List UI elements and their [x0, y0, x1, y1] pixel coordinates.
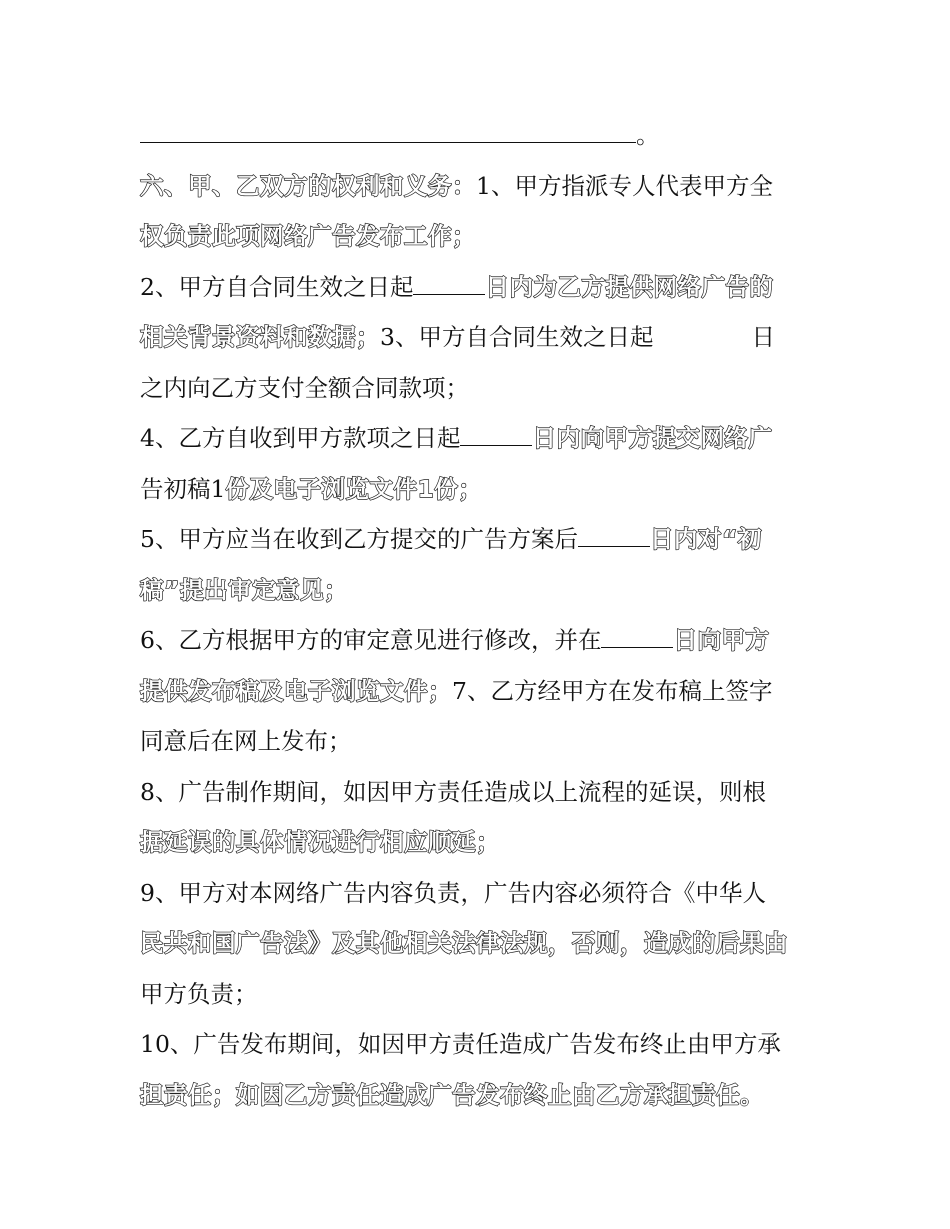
text-line-10 — [140, 565, 812, 616]
text-segment: 日内向甲方提交网络广 — [532, 424, 773, 452]
text-line-17 — [140, 918, 812, 969]
text-segment: 4、乙方自收到甲方款项之日起 — [140, 424, 461, 452]
text-segment: 份及电子浏览文件1份； — [225, 474, 483, 503]
text-segment: 权负责此项网络广告发布工作； — [140, 222, 476, 250]
text-segment: 日内对“初 — [649, 525, 762, 553]
clause-6 — [140, 615, 812, 666]
text-segment: 之内向乙方支付全额合同款项； — [140, 373, 469, 402]
text-segment: 日内为乙方提供网络广告的 — [485, 272, 774, 301]
text-segment: 1、甲方指派专人代表甲方全 — [476, 171, 773, 200]
section-heading-rights — [140, 161, 812, 212]
text-line-6 — [140, 363, 812, 414]
text-segment: 据延误的具体情况进行相应顺延； — [140, 828, 500, 856]
clause-4 — [140, 413, 812, 464]
fill-in-blank — [413, 274, 485, 295]
clause-3 — [140, 312, 812, 363]
clause-7 — [140, 666, 812, 717]
clause-10 — [140, 1019, 812, 1070]
text-segment: 民共和国广告法》及其他相关法律法规，否则，造成的后果由 — [140, 929, 788, 957]
fill-in-blank — [460, 425, 532, 446]
text-line-8 — [140, 464, 812, 515]
text-segment: 同意后在网上发布； — [140, 727, 352, 755]
text-line-13 — [140, 716, 812, 767]
text-segment: 相关背景资料和数据； — [140, 323, 380, 351]
clause-8 — [140, 767, 812, 818]
text-line-3 — [140, 211, 812, 262]
text-segment: 提供发布稿及电子浏览文件； — [140, 676, 452, 705]
text-segment: 3、甲方自合同生效之日起 — [380, 323, 654, 351]
text-segment: 甲方负责； — [140, 979, 258, 1008]
text-segment: 担责任；如因乙方责任造成广告发布终止由乙方承担责任。 — [140, 1080, 764, 1109]
document-body — [140, 110, 812, 1120]
fill-in-blank — [140, 122, 636, 143]
text-segment: 。 — [636, 121, 660, 149]
text-segment: 8、广告制作期间，如因甲方责任造成以上流程的延误，则根 — [140, 777, 766, 806]
text-segment: 六、甲、乙双方的权利和义务： — [140, 171, 476, 200]
text-segment: 日 — [751, 323, 775, 351]
text-line-18 — [140, 969, 812, 1020]
text-segment: 稿”提出审定意见； — [140, 575, 348, 604]
text-segment: 告初稿1 — [140, 474, 226, 503]
text-segment: 10、广告发布期间，如因甲方责任造成广告发布终止由甲方承 — [140, 1030, 781, 1058]
text-segment: 6、乙方根据甲方的审定意见进行修改，并在 — [140, 626, 602, 654]
fill-in-blank — [601, 627, 673, 648]
text-segment: 日向甲方 — [673, 626, 770, 654]
text-line-20 — [140, 1070, 812, 1121]
clause-9 — [140, 868, 812, 919]
fill-in-blank — [578, 526, 650, 547]
text-segment: 7、乙方经甲方在发布稿上签字 — [452, 676, 773, 705]
text-segment: 2、甲方自合同生效之日起 — [140, 272, 414, 301]
text-line-1 — [140, 110, 812, 161]
text-line-15 — [140, 817, 812, 868]
text-segment: 9、甲方对本网络广告内容负责，广告内容必须符合《中华人 — [140, 878, 766, 907]
clause-5 — [140, 514, 812, 565]
clause-2 — [140, 262, 812, 313]
text-segment: 5、甲方应当在收到乙方提交的广告方案后 — [140, 525, 578, 553]
